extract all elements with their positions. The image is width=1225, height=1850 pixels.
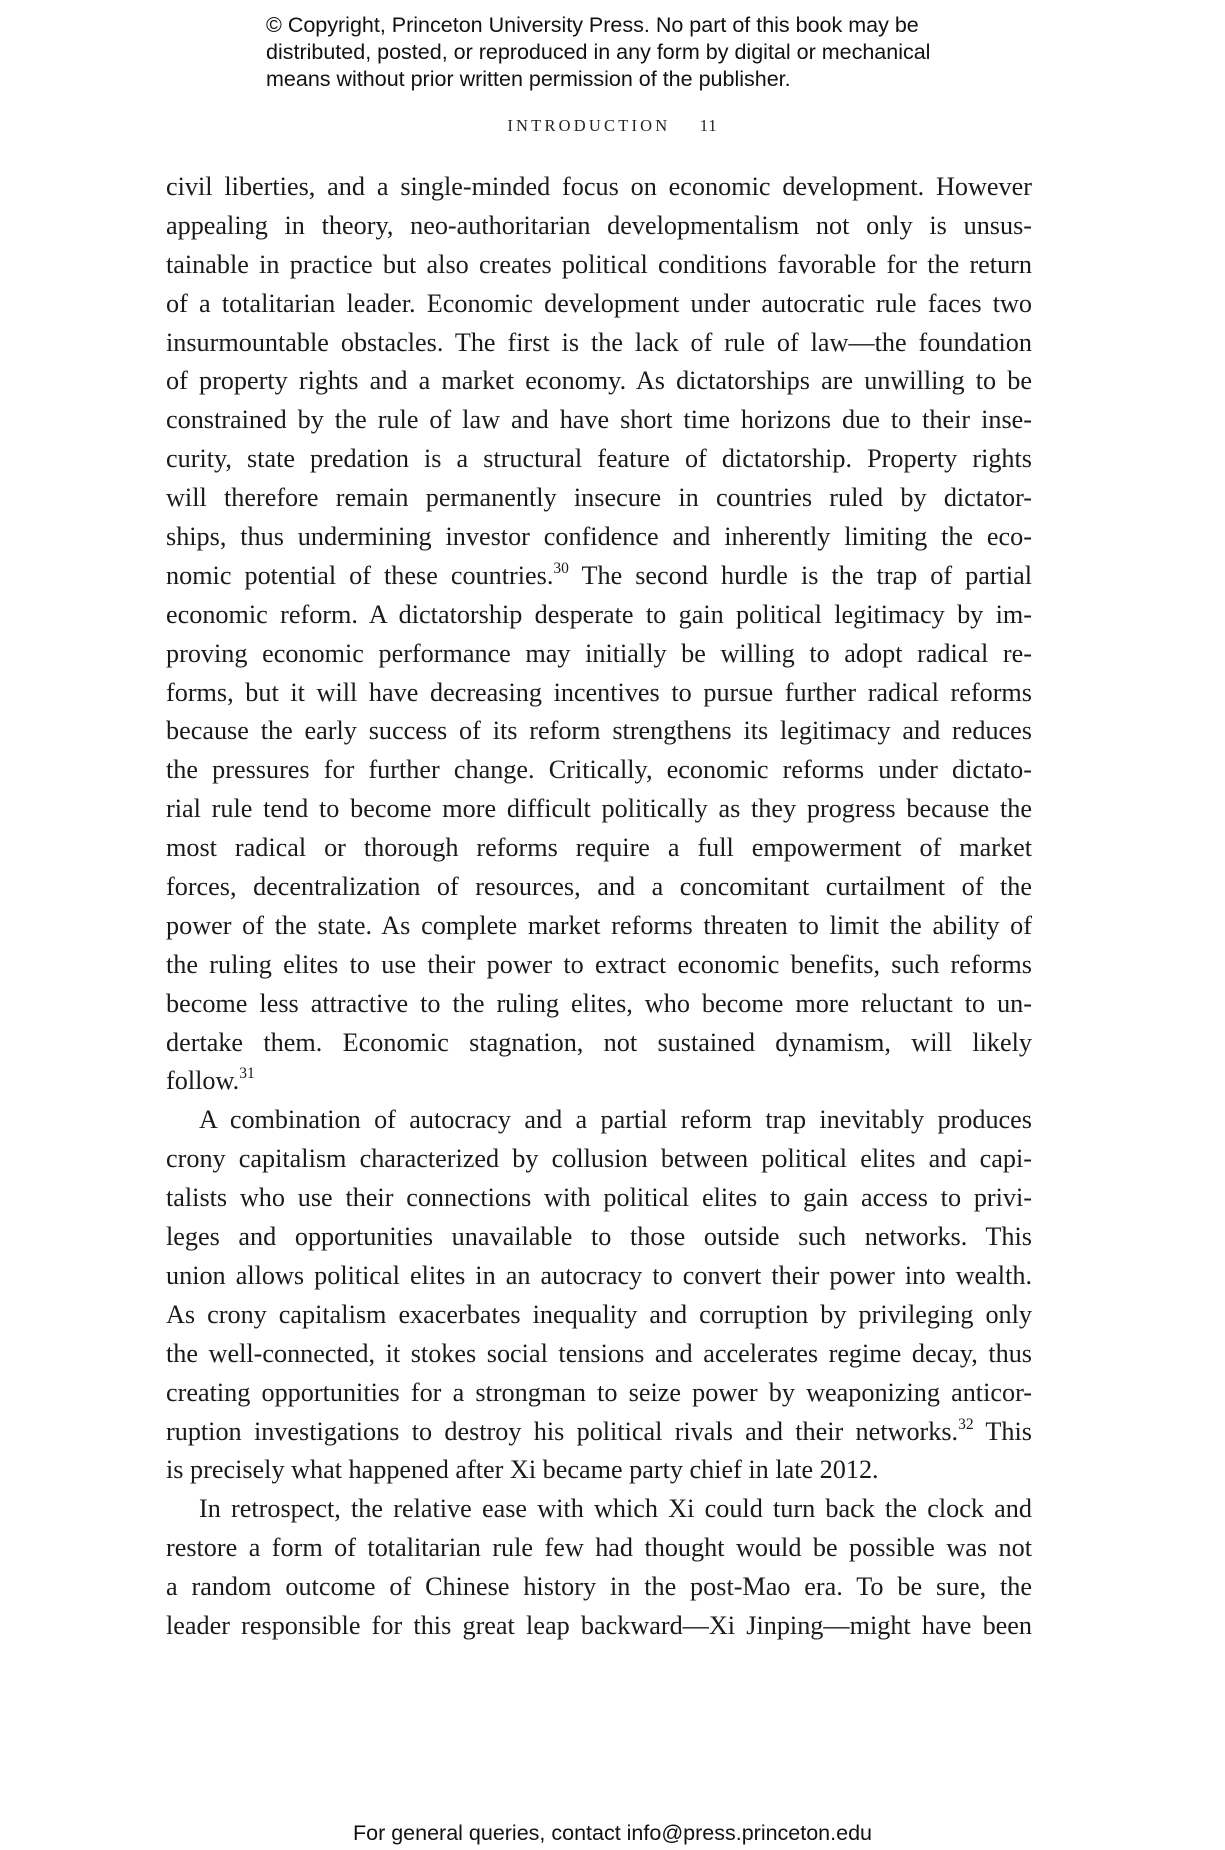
text-line [166, 285, 1032, 324]
text-line [166, 635, 1032, 674]
line-text: most radical or thorough reforms require a full empowerment of market [166, 833, 1032, 863]
line-text: talists who use their connections with political elites to gain access to privi- [166, 1183, 1032, 1213]
text-line [166, 518, 1032, 557]
line-text: become less attractive to the ruling elites, who become more reluctant to un- [166, 988, 1032, 1018]
line-text: proving economic performance may initially be willing to adopt radical re- [166, 638, 1032, 668]
text-line [166, 168, 1032, 207]
line-text: rial rule tend to become more difficult politically as they progress because the [166, 794, 1032, 824]
copyright-notice [266, 12, 1026, 93]
footnote-marker: 32 [958, 1415, 974, 1433]
footer-contact: For general queries, contact info@press.princeton.edu [352, 1821, 872, 1845]
line-text: power of the state. As complete market reforms threaten to limit the ability of [166, 910, 1032, 940]
text-line [166, 479, 1032, 518]
text-line [166, 751, 1032, 790]
text-line [166, 207, 1032, 246]
text-line [166, 401, 1032, 440]
copyright-line: means without prior written permission of the publisher. [266, 67, 791, 91]
line-text: creating opportunities for a strongman to seize power by weaponizing anticor- [166, 1377, 1032, 1407]
line-text: leader responsible for this great leap backward—Xi Jinping—might have been [166, 1610, 1032, 1640]
line-text: of a totalitarian leader. Economic development under autocratic rule faces two [166, 288, 1032, 318]
line-text: A combination of autocracy and a partial reform trap inevitably produces [199, 1105, 1032, 1135]
line-text: leges and opportunities unavailable to those outside such networks. This [166, 1222, 1032, 1252]
text-line [166, 712, 1032, 751]
line-text: the ruling elites to use their power to extract economic benefits, such reforms [166, 949, 1032, 979]
line-text: curity, state predation is a structural feature of dictatorship. Property rights [166, 444, 1032, 474]
text-line [166, 946, 1032, 985]
line-text: appealing in theory, neo-authoritarian developmentalism not only is unsus- [166, 210, 1032, 240]
line-text: union allows political elites in an autocracy to convert their power into wealth. [166, 1260, 1032, 1290]
text-line [166, 1024, 1032, 1063]
line-text: because the early success of its reform strengthens its legitimacy and reduces [166, 716, 1032, 746]
text-line [166, 324, 1032, 363]
line-text-continued: This [973, 1416, 1032, 1446]
line-text: forms, but it will have decreasing incentives to pursue further radical reforms [166, 677, 1032, 707]
page-number: 11 [699, 116, 718, 135]
text-line [166, 829, 1032, 868]
text-line [166, 1257, 1032, 1296]
line-text: is precisely what happened after Xi became party chief in late 2012. [166, 1455, 879, 1485]
line-text: ships, thus undermining investor confidence and inherently limiting the eco- [166, 522, 1032, 552]
line-text: will therefore remain permanently insecure in countries ruled by dictator- [166, 483, 1032, 513]
line-text: the well-connected, it stokes social tensions and accelerates regime decay, thus [166, 1338, 1032, 1368]
line-text: constrained by the rule of law and have short time horizons due to their inse- [166, 405, 1032, 435]
line-text: crony capitalism characterized by collusion between political elites and capi- [166, 1144, 1032, 1174]
text-line [166, 557, 1032, 596]
text-line [166, 1179, 1032, 1218]
copyright-line: © Copyright, Princeton University Press. No part of this book may be [266, 13, 919, 37]
text-line [166, 868, 1032, 907]
text-line [166, 1374, 1032, 1413]
text-line [166, 246, 1032, 285]
body-text [166, 168, 1032, 1646]
text-line [166, 1101, 1032, 1140]
text-line [166, 1296, 1032, 1335]
text-line [166, 1490, 1032, 1529]
text-line [166, 440, 1032, 479]
text-line [166, 1218, 1032, 1257]
line-text: follow. [166, 1066, 240, 1096]
text-line [166, 1140, 1032, 1179]
text-line [166, 790, 1032, 829]
line-text: the pressures for further change. Critically, economic reforms under dictato- [166, 755, 1032, 785]
text-line [166, 596, 1032, 635]
text-line [166, 1335, 1032, 1374]
text-line [166, 1607, 1032, 1646]
line-text: a random outcome of Chinese history in the post-Mao era. To be sure, the [166, 1572, 1032, 1602]
running-head [0, 116, 1225, 136]
text-line [166, 907, 1032, 946]
line-text: In retrospect, the relative ease with which Xi could turn back the clock and [199, 1494, 1032, 1524]
text-line [166, 1451, 1032, 1490]
footnote-marker: 30 [553, 559, 569, 577]
line-text: forces, decentralization of resources, and a concomitant curtailment of the [166, 872, 1032, 902]
line-text: civil liberties, and a single-minded focus on economic development. However [166, 172, 1032, 201]
text-line [166, 1568, 1032, 1607]
footnote-marker: 31 [239, 1065, 255, 1083]
text-line [166, 985, 1032, 1024]
line-text: of property rights and a market economy. As dictatorships are unwilling to be [166, 366, 1032, 396]
text-line [166, 1413, 1032, 1452]
line-text: economic reform. A dictatorship desperate to gain political legitimacy by im- [166, 599, 1032, 629]
text-line [166, 1062, 1032, 1101]
running-head-title: INTRODUCTION [507, 116, 671, 135]
line-text: tainable in practice but also creates political conditions favorable for the return [166, 249, 1032, 279]
line-text: dertake them. Economic stagnation, not sustained dynamism, will likely [166, 1027, 1032, 1057]
line-text: As crony capitalism exacerbates inequality and corruption by privileging only [166, 1299, 1032, 1329]
copyright-line: distributed, posted, or reproduced in any form by digital or mechanical [266, 40, 931, 64]
line-text: restore a form of totalitarian rule few had thought would be possible was not [166, 1533, 1032, 1563]
line-text: ruption investigations to destroy his political rivals and their networks. [166, 1416, 959, 1446]
text-line [166, 674, 1032, 713]
text-line [166, 1529, 1032, 1568]
line-text-continued: The second hurdle is the trap of partial [568, 560, 1032, 590]
line-text: nomic potential of these countries. [166, 560, 554, 590]
line-text: insurmountable obstacles. The first is the lack of rule of law—the foundation [166, 327, 1032, 357]
text-line [166, 362, 1032, 401]
